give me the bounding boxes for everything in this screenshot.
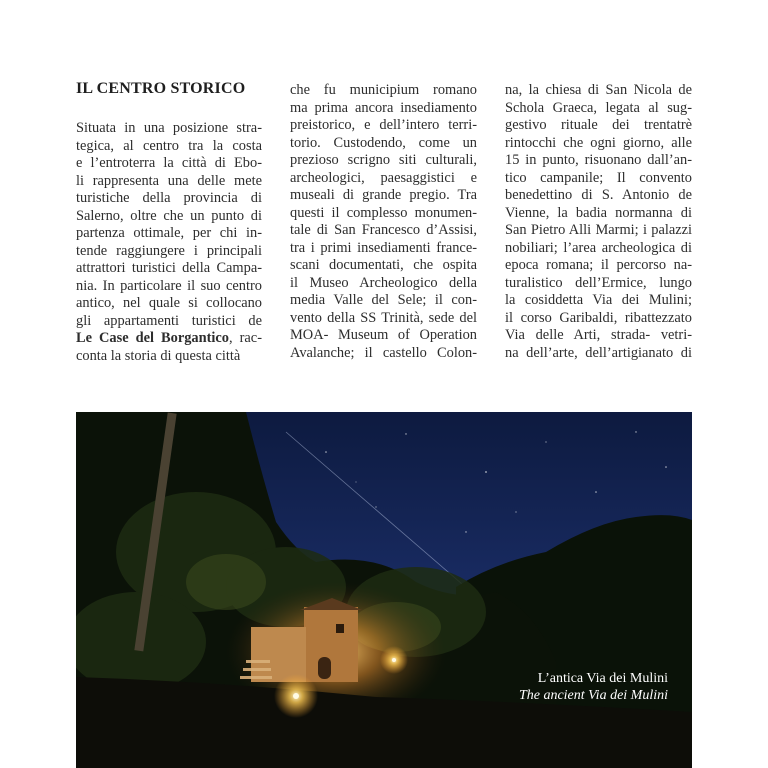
text-line: prezioso scrigno siti culturali,	[290, 152, 477, 168]
text-line: Salerno, oltre che un punto di	[76, 207, 262, 224]
text-line: partenza ottimale, per chi in-	[76, 225, 262, 241]
text-line: Via delle Arti, strada- vetri-	[505, 327, 692, 343]
text-line: archeologici, paesaggistici e	[290, 169, 477, 186]
text-line: benedettino di S. Antonio de	[505, 187, 692, 203]
text-line: Schola Graeca, legata al sug-	[505, 99, 692, 116]
text-line: torio. Custodendo, come un	[290, 134, 477, 151]
text-line: tegica, al centro tra la costa	[76, 137, 262, 154]
text-line: San Pietro Alli Marmi; i palazzi	[505, 222, 692, 238]
text-line: che fu municipium romano	[290, 82, 477, 98]
text-line: Situata in una posizione stra-	[76, 120, 262, 136]
text-line: ma prima ancora insediamento	[290, 99, 477, 116]
text-line: e l’entroterra la città di Ebo-	[76, 155, 262, 171]
text-line: tale di San Francesco d’Assisi,	[290, 222, 477, 238]
text-line: na dell’arte, dell’artigianato di	[505, 344, 692, 361]
lamp	[293, 693, 299, 699]
text-line: tra i primi insediamenti france-	[290, 239, 477, 256]
night-photo	[76, 412, 692, 768]
text-line: media Valle del Sele; il con-	[290, 292, 477, 308]
text-line: gli appartamenti turistici de	[76, 312, 262, 329]
text-line: antico, nel quale si collocano	[76, 295, 262, 311]
text-line: Vienne, la badia normanna di	[505, 204, 692, 221]
text-line: conta la storia di questa città	[76, 347, 241, 364]
text-line: tende raggiungere i principali	[76, 242, 262, 259]
caption-italian: L’antica Via dei Mulini	[537, 671, 668, 686]
text-column-1	[76, 120, 262, 365]
text-line: gestivo rituale dei trentatrè	[505, 117, 692, 133]
text-line: rintocchi che ogni giorno, alle	[505, 134, 692, 151]
text-line: Avalanche; il castello Colon-	[290, 344, 477, 361]
text-line-with-brand	[76, 330, 262, 348]
brand-line-rest: , rac-	[229, 330, 262, 346]
text-line: preistorico, e dell’intero terri-	[290, 117, 477, 133]
caption-english: The ancient Via dei Mulini	[518, 688, 668, 703]
text-line: tico campanile; Il convento	[505, 169, 692, 186]
text-line: questi il complesso monumen-	[290, 204, 477, 221]
text-line: attrattori turistici della Campa-	[76, 260, 262, 276]
text-line: li rappresenta una delle mete	[76, 172, 262, 189]
text-column-2	[290, 82, 477, 362]
text-line: scani documentati, che ospita	[290, 257, 477, 273]
text-line: 15 in punto, risuonano dall’an-	[505, 152, 692, 168]
brand-name: Le Case del Borgantico	[76, 330, 229, 346]
text-line: la cosiddetta Via dei Mulini;	[505, 292, 692, 308]
text-line: turalistico dell’Ermice, lungo	[505, 274, 692, 291]
text-line: vento della SS Trinità, sede del	[290, 309, 477, 326]
text-line: na, la chiesa di San Nicola de	[505, 82, 692, 98]
text-line: nia. In particolare il suo centro	[76, 277, 262, 294]
night-scene-illustration	[76, 412, 692, 768]
lamp	[392, 658, 396, 662]
photo-caption	[519, 670, 668, 704]
text-line: museali di grande pregio. Tra	[290, 187, 477, 203]
text-line: MOA- Museum of Operation	[290, 327, 477, 343]
text-column-3	[505, 82, 692, 362]
text-line: turistiche della provincia di	[76, 190, 262, 206]
text-line: epoca romana; il percorso na-	[505, 257, 692, 273]
text-line: il corso Garibaldi, ribattezzato	[505, 309, 692, 326]
section-heading: IL CENTRO STORICO	[76, 80, 246, 97]
text-line: il Museo Archeologico della	[290, 274, 477, 291]
text-line: nobiliari; l’area archeologica di	[505, 239, 692, 256]
